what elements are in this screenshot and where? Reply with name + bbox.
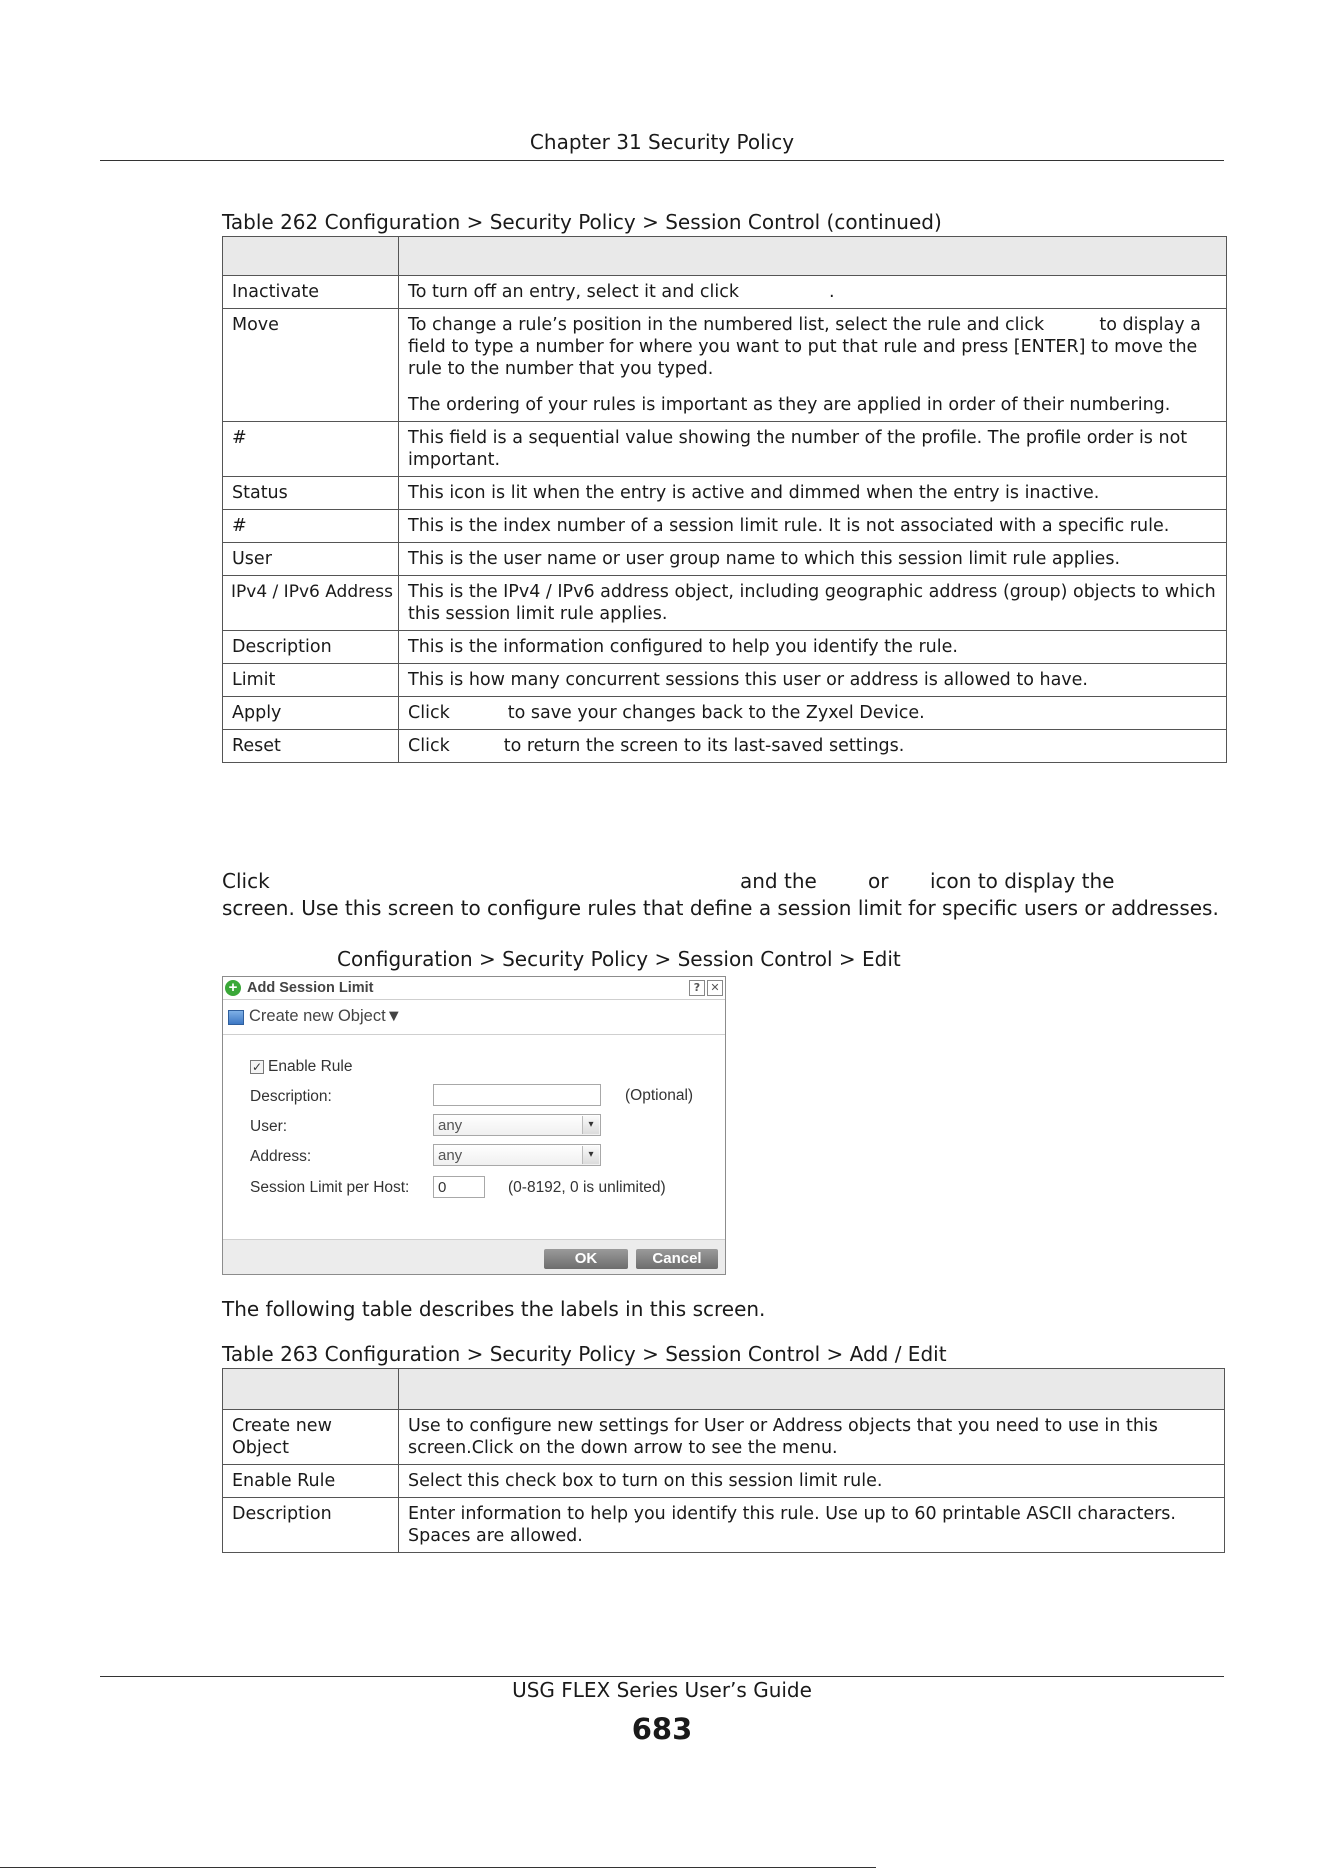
- desc-text: Click: [408, 703, 450, 723]
- table-263: [222, 1368, 1225, 1553]
- row-label: Enable Rule: [223, 1465, 399, 1498]
- user-select[interactable]: [433, 1114, 601, 1136]
- row-desc: This field is a sequential value showing the number of the profile. The profile order is not important.: [399, 422, 1227, 477]
- header-cell: [223, 1369, 399, 1410]
- address-select[interactable]: [433, 1144, 601, 1166]
- table-row: [223, 1410, 1225, 1465]
- row-desc: [399, 697, 1227, 730]
- header-cell: [223, 237, 399, 276]
- session-limit-input[interactable]: 0: [433, 1176, 485, 1198]
- table-262: [222, 236, 1227, 763]
- description-label: Description:: [250, 1088, 332, 1105]
- intro-line-2: screen. Use this screen to configure rules that define a session limit for specific users or addresses.: [222, 896, 1219, 920]
- figure-caption: Configuration > Security Policy > Session Control > Edit: [337, 947, 901, 971]
- desc-text: to save your changes back to the Zyxel Device.: [507, 703, 925, 723]
- row-desc: [399, 730, 1227, 763]
- table-row: [223, 697, 1227, 730]
- close-icon[interactable]: ✕: [707, 980, 723, 996]
- dialog-title: Add Session Limit: [247, 980, 374, 996]
- desc-text: .: [829, 282, 835, 302]
- header-cell: [399, 237, 1227, 276]
- table-row: [223, 543, 1227, 576]
- row-label: Apply: [223, 697, 399, 730]
- description-input[interactable]: [433, 1084, 601, 1106]
- optional-hint: (Optional): [625, 1087, 694, 1104]
- row-label: IPv4 / IPv6 Address: [223, 576, 399, 631]
- following-text: The following table describes the labels in this screen.: [222, 1297, 766, 1321]
- desc-text: to return the screen to its last-saved settings.: [503, 736, 905, 756]
- row-label: Reset: [223, 730, 399, 763]
- row-label: Description: [223, 631, 399, 664]
- table-row: [223, 664, 1227, 697]
- table-row: [223, 1498, 1225, 1553]
- enable-rule-label: Enable Rule: [268, 1058, 353, 1075]
- intro-icon-to-display: icon to display the: [930, 869, 1115, 893]
- intro-or: or: [868, 869, 889, 893]
- row-label: Status: [223, 477, 399, 510]
- address-label: Address:: [250, 1148, 312, 1165]
- header-rule: [100, 160, 1224, 161]
- object-icon: [228, 1010, 244, 1025]
- session-limit-label: Session Limit per Host:: [250, 1179, 410, 1196]
- row-desc: This icon is lit when the entry is active and dimmed when the entry is inactive.: [399, 477, 1227, 510]
- row-label: #: [223, 422, 399, 477]
- table-row: [223, 422, 1227, 477]
- dialog-title-bar: [223, 977, 725, 1000]
- row-label: Inactivate: [223, 276, 399, 309]
- row-desc: [399, 276, 1227, 309]
- user-label: User:: [250, 1118, 288, 1135]
- create-new-object-label: Create new Object▼: [249, 1007, 402, 1025]
- desc-text: to display a field to type a number for where you want to put that rule and press [ENTER] to move the rule to the number that you typed.: [408, 315, 1201, 379]
- add-session-limit-dialog: [222, 976, 726, 1275]
- cancel-button[interactable]: Cancel: [636, 1249, 718, 1269]
- create-new-object-menu[interactable]: [223, 1000, 725, 1035]
- row-desc: This is the information configured to help you identify the rule.: [399, 631, 1227, 664]
- row-desc: This is how many concurrent sessions this user or address is allowed to have.: [399, 664, 1227, 697]
- table-row: [223, 730, 1227, 763]
- table-row: [223, 631, 1227, 664]
- enable-rule-checkbox[interactable]: ✓: [251, 1060, 263, 1074]
- intro-click: Click: [222, 869, 270, 893]
- row-label: Limit: [223, 664, 399, 697]
- intro-and-the: and the: [740, 869, 817, 893]
- footer-rule: [100, 1676, 1224, 1677]
- row-label: Description: [223, 1498, 399, 1553]
- row-desc: Select this check box to turn on this session limit rule.: [399, 1465, 1225, 1498]
- row-desc: This is the IPv4 / IPv6 address object, including geographic address (group) objects to which this session limit rule applies.: [399, 576, 1227, 631]
- desc-text: The ordering of your rules is important as they are applied in order of their numbering.: [408, 395, 1171, 415]
- row-label: #: [223, 510, 399, 543]
- desc-text: To turn off an entry, select it and click: [408, 282, 740, 302]
- row-desc: [399, 309, 1227, 422]
- session-limit-hint: (0-8192, 0 is unlimited): [508, 1179, 666, 1196]
- row-label: Move: [223, 309, 399, 422]
- table-row: [223, 276, 1227, 309]
- table-row: [223, 576, 1227, 631]
- table-262-caption: Table 262 Configuration > Security Policy > Session Control (continued): [222, 210, 942, 234]
- row-desc: This is the index number of a session limit rule. It is not associated with a specific rule.: [399, 510, 1227, 543]
- table-row: [223, 477, 1227, 510]
- chapter-header: Chapter 31 Security Policy: [529, 130, 795, 154]
- page-number: 683: [631, 1712, 693, 1746]
- desc-text: To change a rule’s position in the numbered list, select the rule and click: [408, 315, 1045, 335]
- table-row: [223, 1465, 1225, 1498]
- chevron-down-icon: ▾: [582, 1146, 599, 1164]
- table-row: [223, 309, 1227, 422]
- table-header-row: [223, 237, 1227, 276]
- row-desc: This is the user name or user group name to which this session limit rule applies.: [399, 543, 1227, 576]
- ok-button[interactable]: OK: [544, 1249, 628, 1269]
- row-desc: Enter information to help you identify this rule. Use up to 60 printable ASCII characters. Spaces are allowed.: [399, 1498, 1225, 1553]
- row-desc: Use to configure new settings for User or Address objects that you need to use in this screen.Click on the down arrow to see the menu.: [399, 1410, 1225, 1465]
- bottom-rule: [0, 1867, 876, 1868]
- add-icon: +: [225, 980, 241, 996]
- help-icon[interactable]: ?: [689, 980, 705, 996]
- table-row: [223, 510, 1227, 543]
- row-label: Create new Object: [223, 1410, 399, 1465]
- user-value: any: [438, 1117, 463, 1134]
- desc-text: Click: [408, 736, 450, 756]
- table-header-row: [223, 1369, 1225, 1410]
- address-value: any: [438, 1147, 463, 1164]
- footer-guide-title: USG FLEX Series User’s Guide: [512, 1678, 812, 1702]
- dialog-footer: [223, 1239, 725, 1274]
- table-263-caption: Table 263 Configuration > Security Policy > Session Control > Add / Edit: [222, 1342, 947, 1366]
- row-label: User: [223, 543, 399, 576]
- chevron-down-icon: ▾: [582, 1116, 599, 1134]
- header-cell: [399, 1369, 1225, 1410]
